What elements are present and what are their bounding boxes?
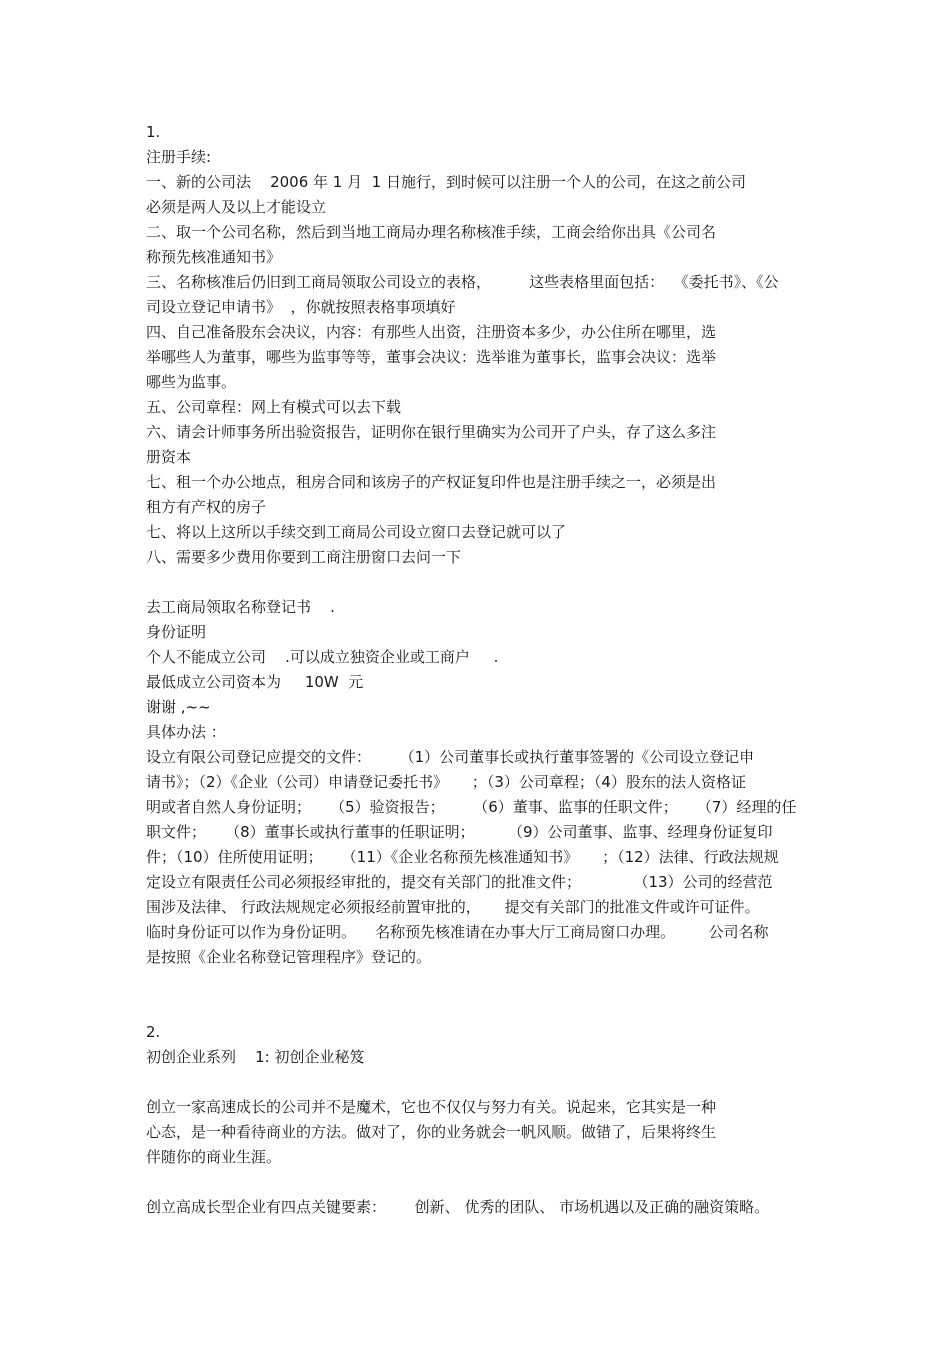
step-5-line: 五、公司章程：网上有模式可以去下载 [146,398,402,416]
step-8-line: 八、需要多少费用你要到工商注册窗口去问一下 [146,548,462,566]
section-1-number: 1. [146,123,161,141]
step-3-line-2: 司设立登记申请书》 ，你就按照表格事项填好 [146,298,456,316]
section-2-subtitle: 初创企业系列 1: 初创企业秘笈 [146,1048,365,1066]
method-line-7: 围涉及法律、 行政法规规定必须报经前置审批的， 提交有关部门的批准文件或许可证件。 [146,898,760,916]
step-1-line-2: 必须是两人及以上才能设立 [146,198,327,216]
note-line-4: 最低成立公司资本为 10W 元 [146,673,364,691]
note-line-5: 谢谢 ,~~ [146,698,211,716]
step-3-line-1: 三、名称核准后仍旧到工商局领取公司设立的表格， 这些表格里面包括： 《委托书》、《公 [146,273,779,291]
note-line-2: 身份证明 [146,623,207,641]
paragraph-1-line-1: 创立一家高速成长的公司并不是魔术，它也不仅仅与努力有关。说起来，它其实是一种 [146,1098,717,1116]
step-4-line-3: 哪些为监事。 [146,373,237,391]
method-line-3: 明或者自然人身份证明； （5）验资报告； （6）董事、监事的任职文件； （7）经理的任 [146,798,797,816]
note-line-3: 个人不能成立公司 .可以成立独资企业或工商户 . [146,648,499,666]
section-2-number: 2. [146,1023,161,1041]
paragraph-2-line: 创立高成长型企业有四点关键要素： 创新、 优秀的团队、 市场机遇以及正确的融资策略。 [146,1198,770,1216]
method-line-6: 定设立有限责任公司必须报经审批的，提交有关部门的批准文件； （13）公司的经营范 [146,873,773,891]
method-line-2: 请书》；（2）《企业（公司）申请登记委托书》 ；（3）公司章程；（4）股东的法人资格证 [146,773,746,791]
step-6-line-1: 六、请会计师事务所出验资报告，证明你在银行里确实为公司开了户头，存了这么多注 [146,423,717,441]
step-7-line-2: 租方有产权的房子 [146,498,267,516]
paragraph-1-line-2: 心态，是一种看待商业的方法。做对了，你的业务就会一帆风顺。做错了，后果将终生 [146,1123,717,1141]
note-line-6: 具体办法 ： [146,723,226,741]
registration-heading: 注册手续: [146,148,212,166]
method-line-8: 临时身份证可以作为身份证明。 名称预先核准请在办事大厅工商局窗口办理。 公司名称 [146,923,769,941]
method-line-1: 设立有限公司登记应提交的文件： （1）公司董事长或执行董事签署的《公司设立登记申 [146,748,755,766]
step-2-line-2: 称预先核准通知书》 [146,248,282,266]
step-7-line-1: 七、租一个办公地点，租房合同和该房子的产权证复印件也是注册手续之一，必须是出 [146,473,717,491]
step-6-line-2: 册资本 [146,448,192,466]
step-7b-line: 七、将以上这所以手续交到工商局公司设立窗口去登记就可以了 [146,523,567,541]
step-4-line-1: 四、自己准备股东会决议，内容：有那些人出资，注册资本多少，办公住所在哪里，选 [146,323,717,341]
step-4-line-2: 举哪些人为董事，哪些为监事等等，董事会决议：选举谁为董事长，监事会决议：选举 [146,348,717,366]
method-line-4: 职文件； （8）董事长或执行董事的任职证明； （9）公司董事、监事、经理身份证复印 [146,823,773,841]
method-line-5: 件；（10）住所使用证明； （11）《企业名称预先核准通知书》 ；（12）法律、行政法规规 [146,848,779,866]
method-line-9: 是按照《企业名称登记管理程序》登记的。 [146,948,432,966]
note-line-1: 去工商局领取名称登记书 . [146,598,335,616]
step-1-line-1: 一、新的公司法 2006 年 1 月 1 日施行，到时候可以注册一个人的公司，在这之前公司 [146,173,746,191]
paragraph-1-line-3: 伴随你的商业生涯。 [146,1148,282,1166]
step-2-line-1: 二、取一个公司名称，然后到当地工商局办理名称核准手续，工商会给你出具《公司名 [146,223,717,241]
